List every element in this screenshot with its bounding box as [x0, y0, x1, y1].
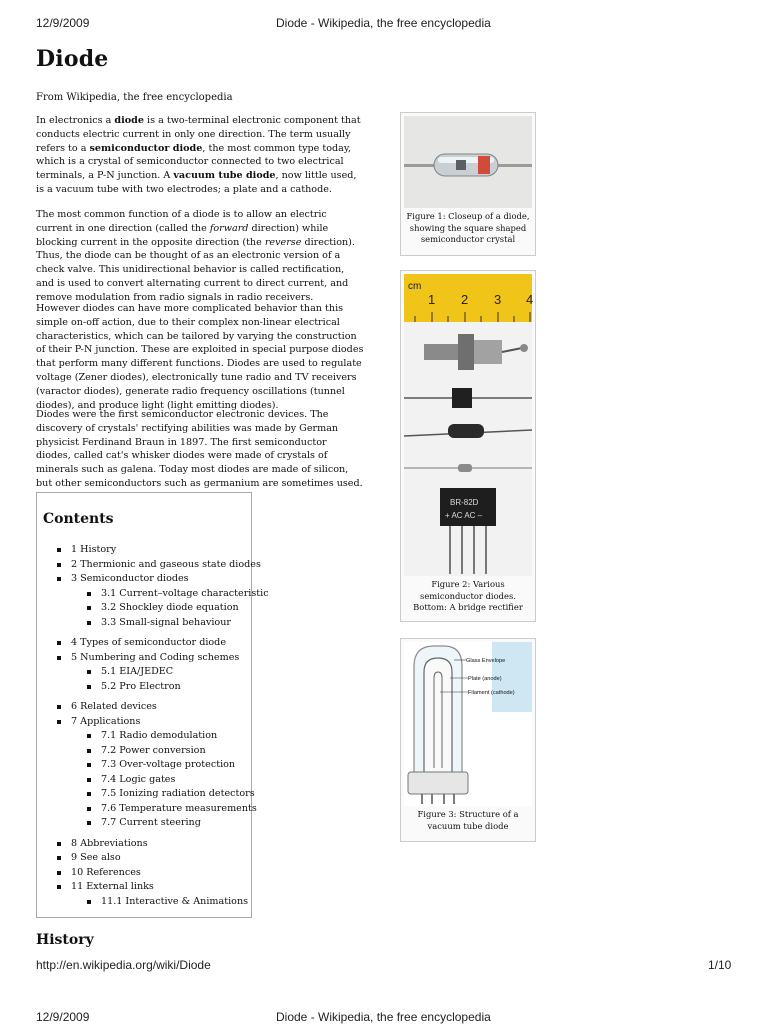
next-page-title: Diode - Wikipedia, the free encyclopedia	[276, 1010, 491, 1024]
term-reverse: reverse	[264, 236, 302, 248]
text: , now little used, is a vacuum tube with two electrodes; a plate and a cathode.	[36, 170, 357, 195]
label-plate-anode: Plate (anode)	[468, 676, 502, 682]
ruler-tick-label: 1	[428, 292, 436, 307]
vacuum-tube-diagram[interactable]	[404, 642, 532, 806]
figure-3-caption: Figure 3: Structure of a vacuum tube diode	[417, 809, 519, 831]
toc-subitem[interactable]: 7.3 Over-voltage protection	[57, 758, 269, 773]
toc-subitem[interactable]: 7.2 Power conversion	[57, 744, 269, 759]
toc-item[interactable]: 10 References	[57, 866, 269, 881]
toc-subitem[interactable]: 5.1 EIA/JEDEC	[57, 665, 269, 680]
page-number: 1/10	[708, 958, 732, 972]
toc-item[interactable]: 6 Related devices	[57, 700, 269, 715]
toc-item[interactable]: 7 Applications	[57, 715, 269, 730]
tagline: From Wikipedia, the free encyclopedia	[36, 92, 233, 103]
figure-diode-closeup	[400, 112, 536, 256]
intro-paragraph	[36, 114, 364, 197]
toc-subitem[interactable]: 3.3 Small-signal behaviour	[57, 616, 269, 631]
toc-item[interactable]: 8 Abbreviations	[57, 837, 269, 852]
text: The most common function of a diode is to allow an electric current in one direction (called the	[36, 209, 327, 234]
ruler-tick-label: 2	[461, 292, 469, 307]
toc-subitem[interactable]: 3.2 Shockley diode equation	[57, 601, 269, 616]
toc-subitem[interactable]: 7.1 Radio demodulation	[57, 729, 269, 744]
toc-item[interactable]: 5 Numbering and Coding schemes	[57, 651, 269, 666]
figure-various-diodes	[400, 270, 536, 622]
toc-subitem[interactable]: 7.5 Ionizing radiation detectors	[57, 787, 269, 802]
print-title: Diode - Wikipedia, the free encyclopedia	[276, 16, 491, 30]
text: , the most common type today, which is a crystal of semiconductor connected to two electrical terminals, a P-N junction. A	[36, 142, 352, 182]
toc-subitem[interactable]: 7.6 Temperature measurements	[57, 802, 269, 817]
ruler-tick-label: 4	[526, 292, 534, 307]
toc-item[interactable]: 2 Thermionic and gaseous state diodes	[57, 558, 269, 573]
page-title: Diode	[36, 46, 109, 72]
bridge-rectifier-pins: + AC AC –	[445, 511, 483, 520]
toc-subitem[interactable]: 3.1 Current–voltage characteristic	[57, 587, 269, 602]
toc-subitem[interactable]: 11.1 Interactive & Animations	[57, 895, 269, 910]
table-of-contents	[36, 492, 269, 918]
figure-1-caption: Figure 1: Closeup of a diode, showing the square shaped semiconductor crystal	[406, 211, 530, 244]
term-forward: forward	[209, 222, 249, 234]
text: direction). Thus, the diode can be thought of as an electronic version of a check valve. This unidirectional behavior is called rectification, and is used to convert alternating current to direct current, and remove modulation from radio signals in radio receivers.	[36, 236, 355, 303]
ruler-unit: cm	[408, 281, 422, 292]
toc-subitem[interactable]: 7.4 Logic gates	[57, 773, 269, 788]
figure-2-caption: Figure 2: Various semiconductor diodes. Bottom: A bridge rectifier	[413, 579, 523, 612]
toc-item[interactable]: 4 Types of semiconductor diode	[57, 636, 269, 651]
label-filament-cathode: Filament (cathode)	[468, 690, 515, 696]
toc-title: Contents	[43, 511, 114, 527]
term-diode-link[interactable]: diode	[114, 115, 144, 126]
toc-subitem[interactable]: 7.7 Current steering	[57, 816, 269, 831]
figure-vacuum-tube	[400, 638, 536, 842]
next-page-date: 12/9/2009	[36, 1010, 90, 1024]
bridge-rectifier-marking: BR-82D	[450, 498, 479, 507]
label-glass-envelope: Glass Envelope	[466, 658, 506, 664]
toc-list	[57, 543, 269, 909]
text: direction) while blocking current in the opposite direction (the	[36, 222, 329, 248]
toc-item[interactable]: 11 External links	[57, 880, 269, 895]
term-semiconductor-diode-link[interactable]: semiconductor diode	[89, 142, 203, 154]
history-intro-paragraph: Diodes were the first semiconductor electronic devices. The discovery of crystals' rectifying abilities was made by German physicist Ferdinand Braun in 1897. The first semiconductor diodes, called cat's whisker diodes were made of crystals of minerals such as galena. Today most diodes are made of silicon, but other semiconductors such as germanium are sometimes used.	[36, 409, 363, 489]
term-vacuum-tube-diode-link[interactable]: vacuum tube diode	[173, 170, 276, 182]
toc-subitem[interactable]: 5.2 Pro Electron	[57, 680, 269, 695]
section-heading-history: History	[36, 932, 94, 948]
text: In electronics a	[36, 115, 115, 126]
toc-item[interactable]: 9 See also	[57, 851, 269, 866]
diode-closeup-image[interactable]	[404, 116, 532, 208]
various-diodes-image[interactable]	[404, 274, 532, 576]
behavior-paragraph: However diodes can have more complicated behavior than this simple on-off action, due to their complex non-linear electrical characteristics, which can be tailored by varying the construction of their P-N junction. These are exploited in special purpose diodes that perform many different functions. Diodes are used to regulate voltage (Zener diodes), electronically tune radio and TV receivers (varactor diodes), generate radio frequency oscillations (tunnel diodes), and produce light (light emitting diodes).	[36, 303, 364, 411]
function-paragraph	[36, 208, 364, 305]
toc-item[interactable]: 1 History	[57, 543, 269, 558]
text: is a two-terminal electronic component that conducts electric current in only one direction. The term usually refers to a	[36, 115, 361, 154]
ruler-tick-label: 3	[494, 292, 502, 307]
toc-item[interactable]: 3 Semiconductor diodes	[57, 572, 269, 587]
print-date: 12/9/2009	[36, 16, 90, 30]
print-url: http://en.wikipedia.org/wiki/Diode	[36, 958, 211, 972]
